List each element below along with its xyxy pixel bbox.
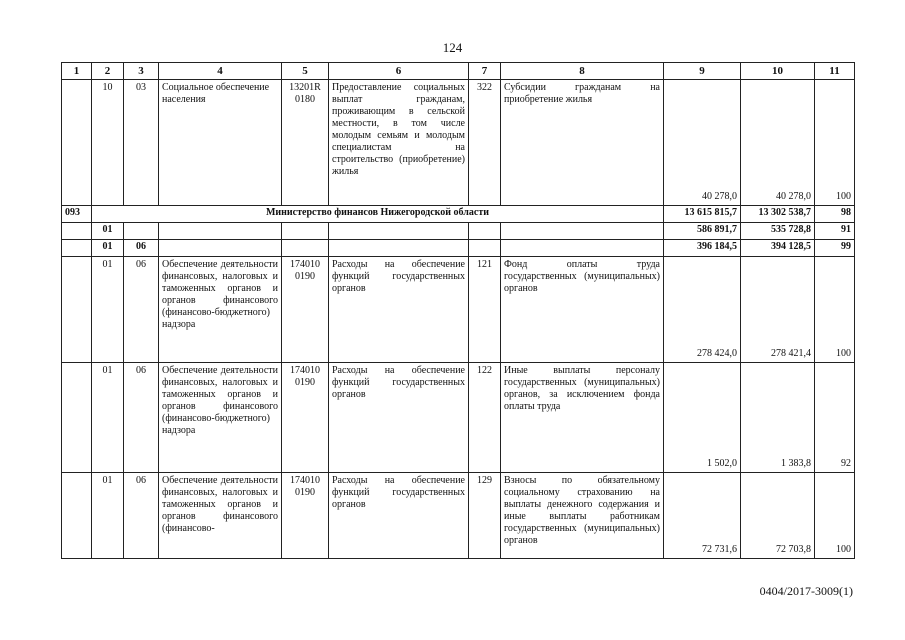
cell-plan-amount: 278 424,0 bbox=[664, 257, 741, 363]
cell-empty bbox=[329, 223, 469, 240]
cell-ministry-name: Министерство финансов Нижегородской области bbox=[92, 206, 664, 223]
cell-target-name: Расходы на обеспечение функций государственных органов bbox=[329, 257, 469, 363]
cell-target-code: 174010 0190 bbox=[282, 363, 329, 473]
cell-empty bbox=[159, 223, 282, 240]
cell-ministry-code bbox=[62, 363, 92, 473]
cell-target-name: Расходы на обеспечение функций государственных органов bbox=[329, 473, 469, 559]
table-row bbox=[62, 363, 855, 473]
table-row bbox=[62, 257, 855, 363]
cell-ministry-code bbox=[62, 80, 92, 206]
cell-empty bbox=[501, 240, 664, 257]
cell-percent: 92 bbox=[815, 363, 855, 473]
cell-actual-amount: 278 421,4 bbox=[741, 257, 815, 363]
cell-percent: 91 bbox=[815, 223, 855, 240]
header-cell: 7 bbox=[469, 63, 501, 80]
cell-plan-amount: 1 502,0 bbox=[664, 363, 741, 473]
cell-expense-name: Взносы по обязательному социальному страхованию на выплаты денежного содержания и иные выплаты работникам государственных (муниципальных) органов bbox=[501, 473, 664, 559]
table-row bbox=[62, 80, 855, 206]
cell-section: 01 bbox=[92, 240, 124, 257]
cell-empty bbox=[282, 240, 329, 257]
cell-subsection-name: Обеспечение деятельности финансовых, налоговых и таможенных органов и органов финансового (финансово- bbox=[159, 473, 282, 559]
cell-ministry-code bbox=[62, 257, 92, 363]
table-row-section-total bbox=[62, 223, 855, 240]
cell-plan-amount: 586 891,7 bbox=[664, 223, 741, 240]
cell-expense-type: 122 bbox=[469, 363, 501, 473]
cell-target-code: 174010 0190 bbox=[282, 473, 329, 559]
budget-table bbox=[61, 62, 855, 559]
cell-section: 01 bbox=[92, 257, 124, 363]
table-row-subsection-total bbox=[62, 240, 855, 257]
cell-target-code: 13201R 0180 bbox=[282, 80, 329, 206]
cell-percent: 100 bbox=[815, 80, 855, 206]
cell-ministry-code: 093 bbox=[62, 206, 92, 223]
cell-section: 01 bbox=[92, 363, 124, 473]
table-header-row bbox=[62, 63, 855, 80]
cell-actual-amount: 535 728,8 bbox=[741, 223, 815, 240]
header-cell: 8 bbox=[501, 63, 664, 80]
cell-actual-amount: 40 278,0 bbox=[741, 80, 815, 206]
cell-ministry-code bbox=[62, 240, 92, 257]
cell-empty bbox=[282, 223, 329, 240]
cell-subsection: 03 bbox=[124, 80, 159, 206]
cell-percent: 98 bbox=[815, 206, 855, 223]
header-cell: 9 bbox=[664, 63, 741, 80]
cell-plan-amount: 40 278,0 bbox=[664, 80, 741, 206]
cell-expense-type: 322 bbox=[469, 80, 501, 206]
cell-expense-name: Фонд оплаты труда государственных (муниципальных) органов bbox=[501, 257, 664, 363]
cell-percent: 100 bbox=[815, 473, 855, 559]
cell-percent: 99 bbox=[815, 240, 855, 257]
page-number: 124 bbox=[442, 40, 463, 55]
cell-expense-name: Иные выплаты персоналу государственных (муниципальных) органов, за исключением фонда оплаты труда bbox=[501, 363, 664, 473]
cell-empty bbox=[501, 223, 664, 240]
table-row-ministry-total bbox=[62, 206, 855, 223]
cell-percent: 100 bbox=[815, 257, 855, 363]
cell-subsection: 06 bbox=[124, 473, 159, 559]
cell-target-name: Предоставление социальных выплат гражданам, проживающим в сельской местности, в том числе молодым семьям и молодым специалистам на строительство (приобретение) жилья bbox=[329, 80, 469, 206]
cell-empty bbox=[329, 240, 469, 257]
header-cell: 5 bbox=[282, 63, 329, 80]
cell-section: 10 bbox=[92, 80, 124, 206]
cell-subsection-name: Обеспечение деятельности финансовых, налоговых и таможенных органов и органов финансового (финансово-бюджетного) надзора bbox=[159, 257, 282, 363]
cell-ministry-code bbox=[62, 473, 92, 559]
header-cell: 3 bbox=[124, 63, 159, 80]
cell-ministry-code bbox=[62, 223, 92, 240]
header-cell: 6 bbox=[329, 63, 469, 80]
header-cell: 11 bbox=[815, 63, 855, 80]
table-row bbox=[62, 473, 855, 559]
header-cell: 1 bbox=[62, 63, 92, 80]
cell-actual-amount: 72 703,8 bbox=[741, 473, 815, 559]
cell-actual-amount: 13 302 538,7 bbox=[741, 206, 815, 223]
cell-actual-amount: 1 383,8 bbox=[741, 363, 815, 473]
cell-section: 01 bbox=[92, 223, 124, 240]
cell-subsection: 06 bbox=[124, 363, 159, 473]
cell-subsection: 06 bbox=[124, 240, 159, 257]
cell-plan-amount: 396 184,5 bbox=[664, 240, 741, 257]
header-cell: 10 bbox=[741, 63, 815, 80]
cell-expense-name: Субсидии гражданам на приобретение жилья bbox=[501, 80, 664, 206]
cell-subsection bbox=[124, 223, 159, 240]
cell-subsection-name: Обеспечение деятельности финансовых, налоговых и таможенных органов и органов финансового (финансово-бюджетного) надзора bbox=[159, 363, 282, 473]
cell-expense-type: 129 bbox=[469, 473, 501, 559]
cell-expense-type: 121 bbox=[469, 257, 501, 363]
header-cell: 4 bbox=[159, 63, 282, 80]
cell-section: 01 bbox=[92, 473, 124, 559]
cell-empty bbox=[469, 223, 501, 240]
cell-plan-amount: 13 615 815,7 bbox=[664, 206, 741, 223]
header-cell: 2 bbox=[92, 63, 124, 80]
cell-empty bbox=[159, 240, 282, 257]
cell-actual-amount: 394 128,5 bbox=[741, 240, 815, 257]
cell-target-code: 174010 0190 bbox=[282, 257, 329, 363]
document-code: 0404/2017-3009(1) bbox=[759, 584, 853, 598]
cell-subsection: 06 bbox=[124, 257, 159, 363]
cell-plan-amount: 72 731,6 bbox=[664, 473, 741, 559]
cell-empty bbox=[469, 240, 501, 257]
cell-subsection-name: Социальное обеспечение населения bbox=[159, 80, 282, 206]
cell-target-name: Расходы на обеспечение функций государственных органов bbox=[329, 363, 469, 473]
